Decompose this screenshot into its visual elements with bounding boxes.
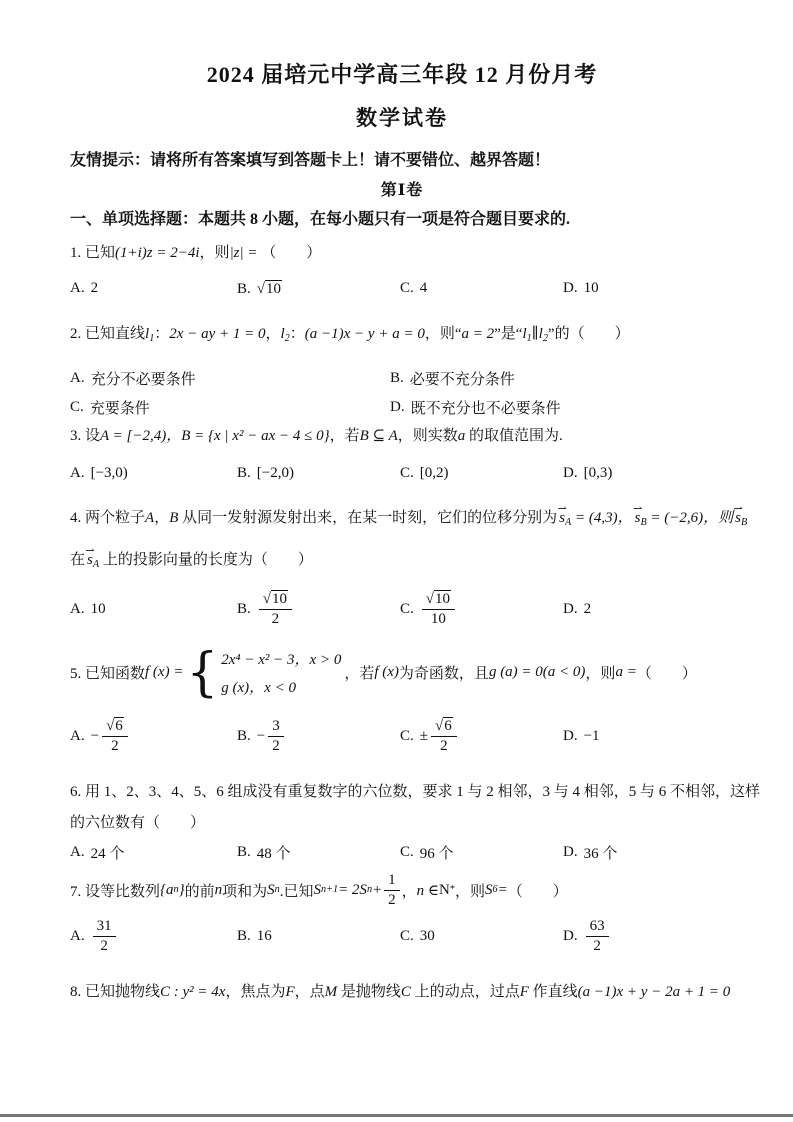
option-label: B. [237,927,251,944]
stem-text: ，焦点为 [225,984,286,1000]
math-expr: (a −1)x − y + a = 0 [304,326,425,342]
option-a [70,842,124,863]
option-a [70,368,196,389]
option-b [237,585,294,633]
stem-text: 从同一发射源发射出来，在某一时刻，它们的位移分别为 [178,510,558,526]
stem-text: 作直线 [528,984,578,1000]
fraction-numerator [259,590,292,610]
option-label: D. [563,927,578,944]
option-a [70,712,130,760]
stem-text: 的取值范围为. [465,428,563,444]
vector-base: s [559,510,565,526]
math-expr: a = [615,664,637,680]
vector-s [557,502,566,527]
option-label: B. [237,600,251,617]
option-value: 24 个 [90,846,125,862]
question-5-stem [70,641,734,703]
stem-text: 2. 已知直线 [70,326,146,342]
option-value: 10 [583,280,599,296]
fraction-numerator [422,590,455,610]
option-b [237,712,286,760]
fraction [93,917,116,956]
fraction [586,917,609,956]
option-value: [−2,0) [256,465,294,481]
math-expr: a = 2 [461,326,495,342]
question-2-stem [70,322,734,343]
stem-text: ，点 [294,984,325,1000]
sign: − [256,727,266,744]
sign: − [90,727,100,744]
question-8-stem [70,980,734,1001]
option-value: 2 [583,600,592,617]
option-value: 4 [419,280,428,296]
option-a [70,912,118,960]
math-expr: n [214,881,223,898]
fraction-numerator [102,717,128,737]
fraction [268,717,284,756]
option-label: D. [563,727,578,744]
option-c [400,585,457,633]
radicand: 10 [435,590,450,607]
option-label: C. [70,399,84,415]
question-3-stem [70,424,734,445]
option-b [390,368,515,389]
stem-text: 3. 设 [70,428,101,444]
stem-text: 项和为 [222,883,268,900]
fraction-denominator: 2 [271,610,280,627]
option-d [563,712,600,760]
math-expr: (1+i)z = 2−4i [115,245,200,261]
option-value: 16 [256,927,272,944]
piecewise-rows [221,648,341,697]
option-label: A. [70,280,85,296]
radicand: 10 [266,281,281,297]
option-label: B. [237,465,251,481]
stem-text: ， [401,883,417,900]
question-5-options [70,712,734,760]
math-expr: f (x) [374,664,399,680]
question-2-options-row2 [70,397,734,419]
option-a [70,280,98,297]
stem-text: ，则“ [424,326,462,342]
option-label: A. [70,927,85,944]
fraction-numerator [431,717,457,737]
question-1-stem [70,241,734,262]
stem-text: ，若 [329,428,360,444]
stem-text: ，则 [199,245,230,261]
fraction-denominator: 2 [272,737,280,754]
option-label: A. [70,844,85,860]
stem-text: ： [154,326,170,342]
option-d [390,397,561,418]
brace: { [186,641,219,703]
option-c [400,842,454,863]
subscript: 2 [542,333,548,345]
option-label: A. [70,370,85,386]
option-a [70,585,106,633]
option-label: B. [237,844,251,860]
fraction-numerator: 3 [268,717,284,737]
option-value: 10 [90,600,106,617]
radicand: 6 [115,717,123,734]
question-4-options [70,585,734,633]
option-c [400,712,459,760]
set-symbol: N [439,881,450,898]
math-expr: l [280,326,285,342]
math-expr: S [267,881,275,898]
stem-text: ， [154,510,170,526]
question-3-options [70,465,734,487]
page-title: 2024 届培元中学高三年段 12 月份月考 [206,62,598,87]
option-label: B. [237,280,251,297]
question-6-stem-line2: 的六位数有（ ） [70,815,206,831]
math-expr: B ⊆ A [359,428,398,444]
option-label: C. [400,927,414,944]
fraction [431,717,457,756]
stem-text: 为奇函数，且 [398,666,489,682]
piecewise-function [186,641,342,703]
stem-text: ，则 [454,883,485,900]
question-2-options-row1 [70,368,734,390]
question-1-options [70,280,734,302]
option-label: D. [563,600,578,617]
fraction-numerator: 1 [384,871,400,891]
stem-text: ，若 [344,666,375,682]
stem-text: 4. 两个粒子 [70,510,146,526]
question-4-stem-line1 [70,502,748,529]
fraction [384,871,400,910]
option-label: C. [400,727,414,744]
option-c [400,465,449,482]
notice-text: 友情提示：请将所有答案填写到答题卡上！请不要错位、越界答题！ [70,152,551,169]
vector-arrow-icon: ⇀ [733,502,743,515]
math-expr: l [522,326,527,342]
stem-text: ， [265,326,281,342]
piecewise-row: 2x⁴ − x² − 3，x > 0 [221,652,342,668]
stem-text: 的前 [184,883,215,900]
math-expr: = (−2,6)，则 [646,510,734,526]
question-6-stem-line1: 6. 用 1、2、3、4、5、6 组成没有重复数字的六位数，要求 1 与 2 相邻，3 与 4 相邻，5 与 6 不相邻，这样 [70,784,761,800]
stem-text: 1. 已知 [70,245,116,261]
radical-sign: √ [435,717,444,734]
subscript: A [564,517,572,529]
radical-sign: √ [256,280,265,297]
vector-s [633,502,642,527]
stem-text: 在 [70,552,86,568]
stem-text: 上的投影向量的长度为（ ） [99,552,313,568]
math-expr: + [372,881,383,898]
fraction [422,590,455,629]
option-label: D. [563,280,578,296]
vector-arrow-icon: ⇀ [557,502,566,515]
option-value: 必要不充分条件 [409,372,515,388]
option-value: 充要条件 [89,401,150,417]
question-6-options [70,842,734,864]
math-expr: S [313,881,321,898]
option-value: 36 个 [583,846,618,862]
math-expr: S [484,881,493,898]
option-d [563,912,611,960]
option-label: A. [70,465,85,481]
math-expr: C [400,984,411,1000]
radical-sign: √ [262,590,271,607]
vector-arrow-icon: ⇀ [633,502,642,515]
option-b [237,465,294,482]
vector-base: s [87,552,93,568]
math-expr: F [285,984,295,1000]
fraction-denominator: 2 [388,891,396,908]
fraction [259,590,292,629]
math-expr: } [178,881,185,898]
option-c [70,397,150,418]
option-value: 30 [419,927,435,944]
math-expr: A [145,510,155,526]
fraction-denominator: 10 [430,610,446,627]
option-b [237,912,272,960]
option-d [563,585,591,633]
option-label: C. [400,600,414,617]
answer-blank: （ ） [261,245,322,261]
option-value: 96 个 [419,846,454,862]
radicand: 6 [444,717,452,734]
page-subtitle: 数学试卷 [356,106,448,130]
math-expr: ∥l [531,326,543,342]
fraction-numerator: 63 [586,917,609,937]
option-label: B. [390,370,404,386]
fraction-numerator: 31 [93,917,116,937]
stem-text: 上的动点，过点 [410,984,520,1000]
math-expr: 2x − ay + 1 = 0 [169,326,266,342]
math-expr: F [519,984,529,1000]
stem-text: 7. 设等比数列 [70,883,161,900]
volume-label: 第Ⅰ卷 [380,182,424,199]
vector-s [85,544,94,569]
math-expr: n ∈ [416,882,440,899]
stem-text: 8. 已知抛物线 [70,984,161,1000]
option-label: D. [563,844,578,860]
option-label: C. [400,465,414,481]
option-d [563,465,612,482]
math-expr: = [497,881,508,898]
radical-sign: √ [106,717,115,734]
subscript: B [741,517,748,529]
section-heading: 一、单项选择题：本题共 8 小题，在每小题只有一项是符合题目要求的. [70,211,571,228]
fraction-denominator: 2 [440,737,448,754]
piecewise-row: g (x)，x < 0 [221,680,296,696]
math-expr: l [145,326,150,342]
option-value: [0,2) [419,465,449,481]
math-expr: a [457,428,466,444]
math-expr: C : y² = 4x [160,984,226,1000]
vector-arrow-icon: ⇀ [85,544,94,557]
stem-text: .已知 [279,883,314,900]
option-label: A. [70,727,85,744]
stem-text: ，则 [585,666,616,682]
math-expr: (a −1)x + y − 2a + 1 = 0 [577,984,731,1000]
option-value: 48 个 [256,846,291,862]
option-b [237,280,282,298]
subscript: A [92,559,100,571]
math-expr: f (x) = [145,664,184,680]
stem-text: ”的（ ） [547,326,630,342]
option-b [237,842,291,863]
sign: ± [419,727,428,744]
stem-text: 5. 已知函数 [70,666,146,682]
vector-base: s [634,510,641,526]
answer-blank: （ ） [636,666,697,682]
math-expr: = (4,3)， [571,510,633,526]
option-value: 充分不必要条件 [90,372,196,388]
radical-sign: √ [425,590,434,607]
fraction-denominator: 2 [593,937,601,954]
stem-text: ： [289,326,305,342]
subscript: B [640,517,647,529]
subscript: 2 [284,333,290,345]
option-label: D. [390,399,405,415]
math-expr: M [324,984,338,1000]
option-label: A. [70,600,85,617]
stem-text: ，则实数 [397,428,458,444]
option-value: −1 [583,727,600,744]
question-7-options [70,912,734,956]
option-value: 2 [90,280,99,296]
page-bottom-divider [0,1114,793,1117]
option-label: B. [237,727,251,744]
option-label: C. [400,844,414,860]
vector-base: s [735,510,742,526]
option-value: 既不充分也不必要条件 [410,401,561,417]
math-expr: = 2S [338,881,367,898]
fraction-denominator: 2 [111,737,119,754]
stem-text: ”是“ [494,326,523,342]
option-c [400,280,427,297]
stem-text: 是抛物线 [337,984,401,1000]
math-expr: B [169,510,179,526]
subscript: 1 [526,333,532,345]
option-label: C. [400,280,414,296]
math-expr: |z| = [229,245,262,261]
option-c [400,912,435,960]
vector-s [733,502,743,527]
radicand: 10 [272,590,287,607]
fraction [102,717,128,756]
math-expr: g (a) = 0(a < 0) [488,664,586,680]
option-d [563,842,617,863]
option-label: D. [563,465,578,481]
option-value: [−3,0) [90,465,128,481]
fraction-denominator: 2 [100,937,108,954]
question-4-stem-line2 [70,544,734,571]
option-d [563,280,599,297]
subscript: 1 [149,333,155,345]
option-value: [0,3) [583,465,613,481]
question-7-stem: 7. 设等比数列 {a n } 的前 n 项和为 S n .已知 S n+1 = 2S n + $\frac{1}{2}$ ， n ∈ N * ，则 S 6 = （ ） [70,871,568,908]
math-expr: A = [−2,4)，B = {x | x² − ax − 4 ≤ 0} [100,428,330,444]
answer-blank: （ ） [507,883,568,900]
math-expr: {a [160,881,174,898]
option-a [70,465,128,482]
